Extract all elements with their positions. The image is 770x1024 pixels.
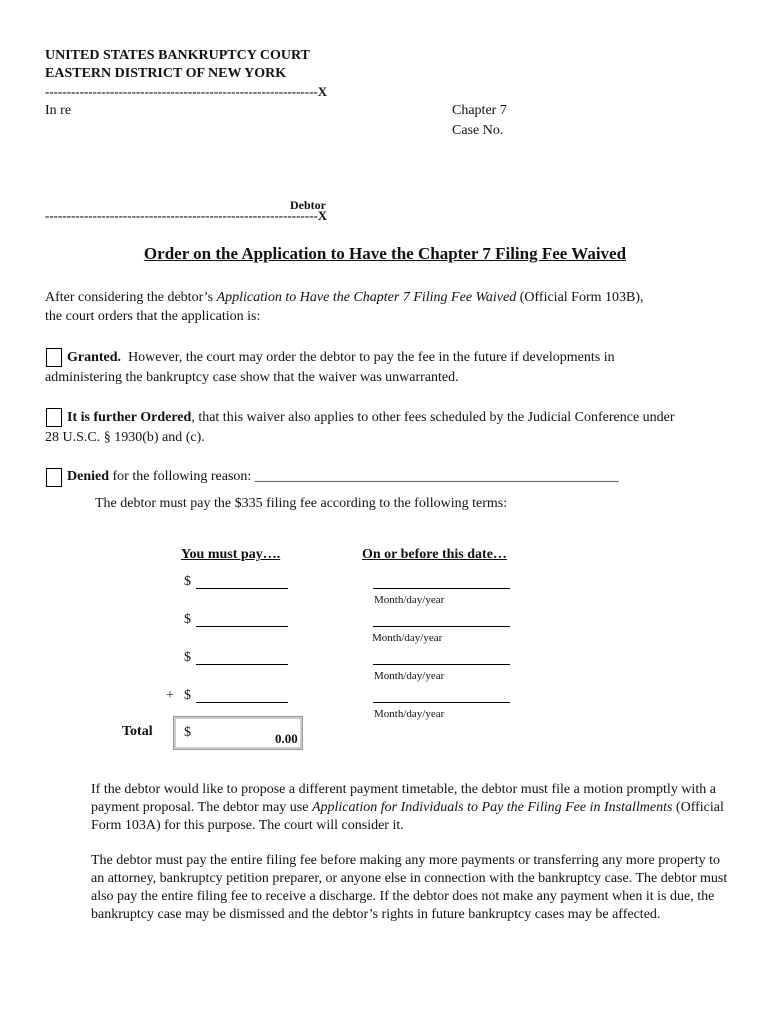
denied-label: Denied [67,469,109,484]
date-field-4[interactable] [373,702,510,703]
denied-pay-terms: The debtor must pay the $335 filing fee according to the following terms: [95,496,508,511]
granted-text: However, the court may order the debtor to pay the fee in the future if developments in [121,350,615,365]
denied-reason-field[interactable]: for the following reason: ____________________________________________________ [109,469,619,484]
total-currency-sign: $ [184,725,191,740]
court-name: UNITED STATES BANKRUPTCY COURT [45,48,310,63]
intro-form-title: Application to Have the Chapter 7 Filing Fee Waived [216,290,517,305]
further-label: It is further Ordered [67,410,192,425]
amount-field-1[interactable] [196,588,288,589]
date-field-1[interactable] [373,588,510,589]
further-ordered-checkbox[interactable] [46,408,62,427]
date-field-3[interactable] [373,664,510,665]
payment-timetable-paragraph [91,781,731,835]
currency-sign: $ [184,574,191,589]
col-header-date: On or before this date… [362,547,507,562]
intro-text-a: After considering the debtor’s [45,290,217,305]
in-re-label: In re [45,103,72,118]
granted-line2: administering the bankruptcy case show that the waiver was unwarranted. [45,370,459,385]
denied-line [67,468,619,486]
intro-line2: the court orders that the application is: [45,309,261,324]
date-caption: Month/day/year [374,708,445,720]
case-no-label: Case No. [452,123,504,138]
page-title: Order on the Application to Have the Chapter 7 Filing Fee Waived [143,244,627,263]
plus-sign: + [166,688,174,703]
amount-field-3[interactable] [196,664,288,665]
granted-checkbox[interactable] [46,348,62,367]
separator-bottom: ---------------------------------------------------------------X [45,208,328,223]
total-label: Total [122,724,153,739]
col-header-pay: You must pay…. [181,547,281,562]
granted-label: Granted. [67,350,122,365]
amount-field-4[interactable] [196,702,288,703]
court-district: EASTERN DISTRICT OF NEW YORK [45,66,287,81]
chapter-label: Chapter 7 [452,103,507,118]
debtor-label: Debtor [290,198,326,212]
p1-form-title: Application for Individuals to Pay the Filing Fee in Installments [311,800,673,815]
intro-line1 [45,289,644,307]
further-line1 [67,409,675,427]
intro-text-c: (Official Form 103B), [516,290,644,305]
currency-sign: $ [184,612,191,627]
denied-checkbox[interactable] [46,468,62,487]
p1-text-c: (Official Form 103A) for this purpose. The court will consider it. [91,800,724,833]
separator-top: ---------------------------------------------------------------X [45,84,328,99]
currency-sign: $ [184,650,191,665]
date-caption: Month/day/year [374,594,445,606]
filing-fee-paragraph: The debtor must pay the entire filing fee before making any more payments or transferring any more property to an attorney, bankruptcy petition preparer, or anyone else in connection with the bankruptcy case. The debtor must also pay the entire filing fee to receive a discharge. If the debtor does not make any payment when it is due, the bankruptcy case may be dismissed and the debtor’s rights in future bankruptcy cases may be affected. [91,853,728,922]
amount-field-2[interactable] [196,626,288,627]
granted-line1 [67,349,615,367]
p1-text-a: If the debtor would like to propose a different payment timetable, the debtor must file a motion promptly with a payment proposal. The debtor may use [91,782,716,815]
further-line2: 28 U.S.C. § 1930(b) and (c). [45,430,205,445]
further-text: , that this waiver also applies to other fees scheduled by the Judicial Conference under [191,410,675,425]
total-value: 0.00 [275,731,298,746]
date-caption: Month/day/year [374,670,445,682]
date-field-2[interactable] [373,626,510,627]
date-caption: Month/day/year [372,632,443,644]
currency-sign: $ [184,688,191,703]
